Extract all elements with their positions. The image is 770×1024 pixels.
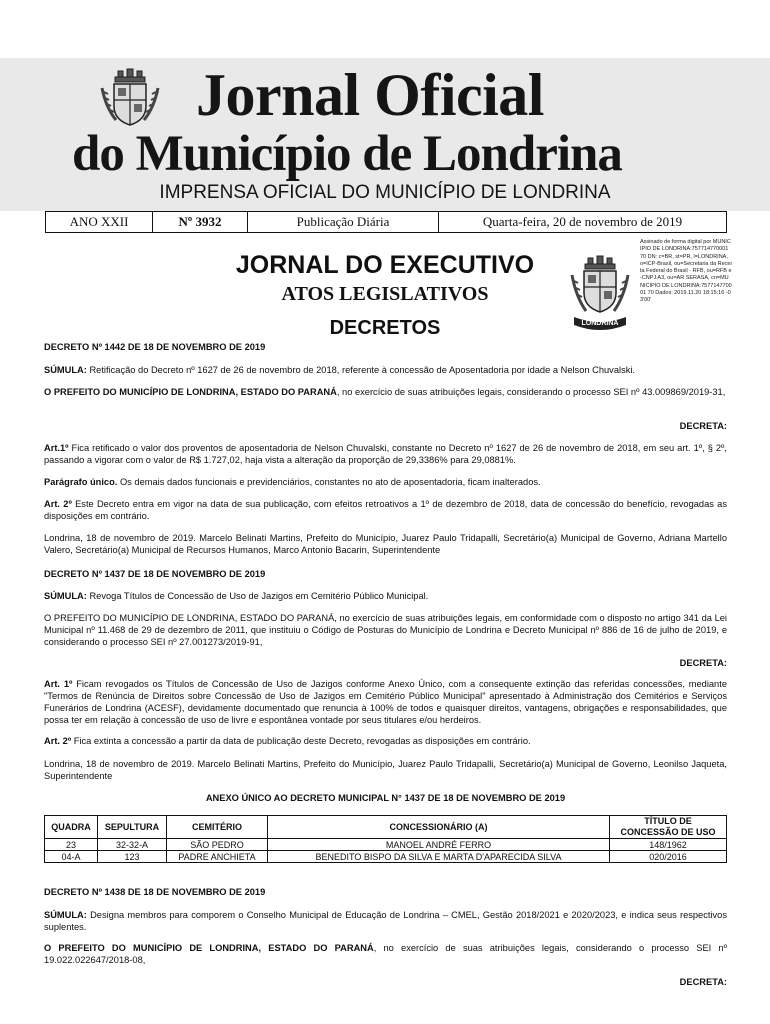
section-title-decrees: DECRETOS — [329, 317, 441, 339]
annex-cell-sepultura: 32-32-A — [98, 839, 167, 851]
decree-1437-art1: Art. 1º Ficam revogados os Títulos de Concessão de Uso de Jazigos conforme Anexo Único, com a consequente extinção das referidas concessões, mediante "Termos de Renúncia de Direitos sobre Concessão de Uso de Jazigos em Cemitério Público Municipal" apresentado à Administração dos Cemitérios e Serviços Funerários de Londrina (ACESF), devidamente documentado que renuncia à 100% de todos e quaisquer direitos, vantagens, obrigações e responsabilidades, que possa ter em relação à concessão de uso de livre e espontânea vontade por seus titulares e/ou herdeiros. — [44, 679, 727, 725]
journal-title-line2: do Município de Londrina — [72, 126, 622, 182]
annex-cell-quadra: 23 — [45, 839, 98, 851]
decree-1437-preamble: O PREFEITO DO MUNICÍPIO DE LONDRINA, ESTADO DO PARANÁ, no exercício de suas atribuições legais, em conformidade com o disposto no artigo 341 da Lei Municipal nº 11.468 de 29 de dezembro de 2011, que instituiu o Código de Posturas do Município de Londrina e Decreto Municipal nº 886 de 16 de julho de 2019, e considerando o processo SEI nº 27.001273/2019-91, — [44, 613, 727, 647]
publication-date: Quarta-feira, 20 de novembro de 2019 — [482, 214, 683, 229]
section-title-legislative-acts: ATOS LEGISLATIVOS — [281, 283, 489, 305]
annex-header-concessionario: CONCESSIONÁRIO (A) — [268, 816, 610, 839]
decree-1442-sumula: SÚMULA: Retificação do Decreto nº 1627 de 26 de novembro de 2018, referente à concessão de Aposentadoria por idade a Nelson Chuvalski. — [44, 365, 636, 375]
section-title-executive: JORNAL DO EXECUTIVO — [235, 251, 535, 279]
londrina-coat-of-arms-icon — [100, 68, 160, 130]
decree-1442-title: DECRETO Nº 1442 DE 18 DE NOVEMBRO DE 2019 — [44, 342, 266, 352]
decree-1438-sumula: SÚMULA: Designa membros para comporem o Conselho Municipal de Educação de Londrina – CMEL, Gestão 2018/2021 e 2020/2023, e indica seus respectivos suplentes. — [44, 910, 727, 932]
decree-1442-closing: Londrina, 18 de novembro de 2019. Marcelo Belinati Martins, Prefeito do Município, Juarez Paulo Tridapalli, Secretário(a) Municipal de Governo, Adriana Martello Valero, Secretário(a) Municipal de Recursos Humanos, Marco Antonio Bacarin, Superintendente — [44, 533, 727, 555]
annex-title: ANEXO ÚNICO AO DECRETO MUNICIPAL N° 1437 DE 18 DE NOVEMBRO DE 2019 — [205, 793, 566, 803]
annex-cell-quadra: 04-A — [45, 851, 98, 863]
issue-info-bar — [45, 211, 727, 233]
annex-cell-concessionario: MANOEL ANDRÉ FERRO — [268, 839, 610, 851]
journal-subtitle: IMPRENSA OFICIAL DO MUNICÍPIO DE LONDRINA — [159, 182, 611, 203]
decree-1442-art1: Art.1º Fica retificado o valor dos proventos de aposentadoria de Nelson Chuvalski, constante no Decreto nº 1627 de 26 de novembro de 2018, em seu art. 1º, § 2º, passando a vigorar com o valor de R$ 1.727,02, haja vista a alteração da proporção de 29,3386% para 29,0881%. — [44, 443, 727, 465]
seal-ribbon-text: LONDRINA — [581, 320, 619, 327]
issue-number: Nº 3932 — [153, 212, 248, 232]
decree-1437-closing: Londrina, 18 de novembro de 2019. Marcelo Belinati Martins, Prefeito do Município, Juarez Paulo Tridapalli, Secretário(a) Municipal de Governo, Leonilso Jaqueta, Superintendente — [44, 759, 727, 781]
digital-signature: Assinado de forma digital por MUNICIPIO DE LONDRINA:757714770001 70 DN: c=BR, st=PR, l=LONDRINA, o=ICP-Brasil, ou=Secretaria da Receita Federal do Brasil - RFB, ou=RFB e-CNPJ A3, ou=AR SERASA, cn=MUNICIPIO DE LONDRINA:757714770001 70 Dados: 2019.11.20 18:15:16 -03'00' — [640, 239, 732, 304]
decree-1437-title: DECRETO Nº 1437 DE 18 DE NOVEMBRO DE 2019 — [44, 569, 266, 579]
decree-1438-decreta: DECRETA: — [679, 977, 727, 987]
annex-cell-cemiterio: PADRE ANCHIETA — [167, 851, 268, 863]
table-row — [45, 839, 727, 851]
decree-1442-preamble: O PREFEITO DO MUNICÍPIO DE LONDRINA, ESTADO DO PARANÁ, no exercício de suas atribuições legais, considerando o processo SEI nº 43.009869/2019-31, — [44, 387, 726, 397]
publication-frequency: Publicação Diária — [248, 212, 439, 232]
annex-table — [44, 815, 727, 863]
annex-header-row — [45, 816, 727, 839]
journal-title-line1: Jornal Oficial — [196, 62, 544, 128]
decree-1442-art2: Art. 2º Este Decreto entra em vigor na data de sua publicação, com efeitos retroativos a 1º de dezembro de 2018, data de concessão do benefício, revogadas as disposições em contrário. — [44, 499, 727, 521]
annex-cell-concessionario: BENEDITO BISPO DA SILVA E MARTA D'APARECIDA SILVA — [268, 851, 610, 863]
decree-1437-sumula: SÚMULA: Revoga Títulos de Concessão de Uso de Jazigos em Cemitério Público Municipal. — [44, 591, 429, 601]
annex-header-sepultura: SEPULTURA — [98, 816, 167, 839]
annex-cell-sepultura: 123 — [98, 851, 167, 863]
annex-cell-titulo: 020/2016 — [610, 851, 727, 863]
annex-header-cemiterio: CEMITÉRIO — [167, 816, 268, 839]
issue-year: ANO XXII — [46, 212, 153, 232]
decree-1437-decreta: DECRETA: — [679, 658, 727, 668]
decree-1438-preamble: O PREFEITO DO MUNICÍPIO DE LONDRINA, ESTADO DO PARANÁ, no exercício de suas atribuições legais, considerando o processo SEI nº 19.022.022647/2018-08, — [44, 943, 727, 965]
table-row — [45, 851, 727, 863]
annex-header-quadra: QUADRA — [45, 816, 98, 839]
annex-cell-titulo: 148/1962 — [610, 839, 727, 851]
decree-1442-paragraph: Parágrafo único. Os demais dados funcionais e previdenciários, constantes no ato de aposentadoria, ficam inalterados. — [44, 477, 541, 487]
decree-1437-art2: Art. 2º Fica extinta a concessão a partir da data de publicação deste Decreto, revogadas as disposições em contrário. — [44, 736, 531, 746]
annex-cell-cemiterio: SÃO PEDRO — [167, 839, 268, 851]
decree-1442-decreta: DECRETA: — [679, 421, 727, 431]
londrina-seal-icon — [568, 255, 632, 331]
decree-1438-title: DECRETO Nº 1438 DE 18 DE NOVEMBRO DE 2019 — [44, 887, 266, 897]
annex-header-titulo: TÍTULO DE CONCESSÃO DE USO — [610, 816, 727, 839]
